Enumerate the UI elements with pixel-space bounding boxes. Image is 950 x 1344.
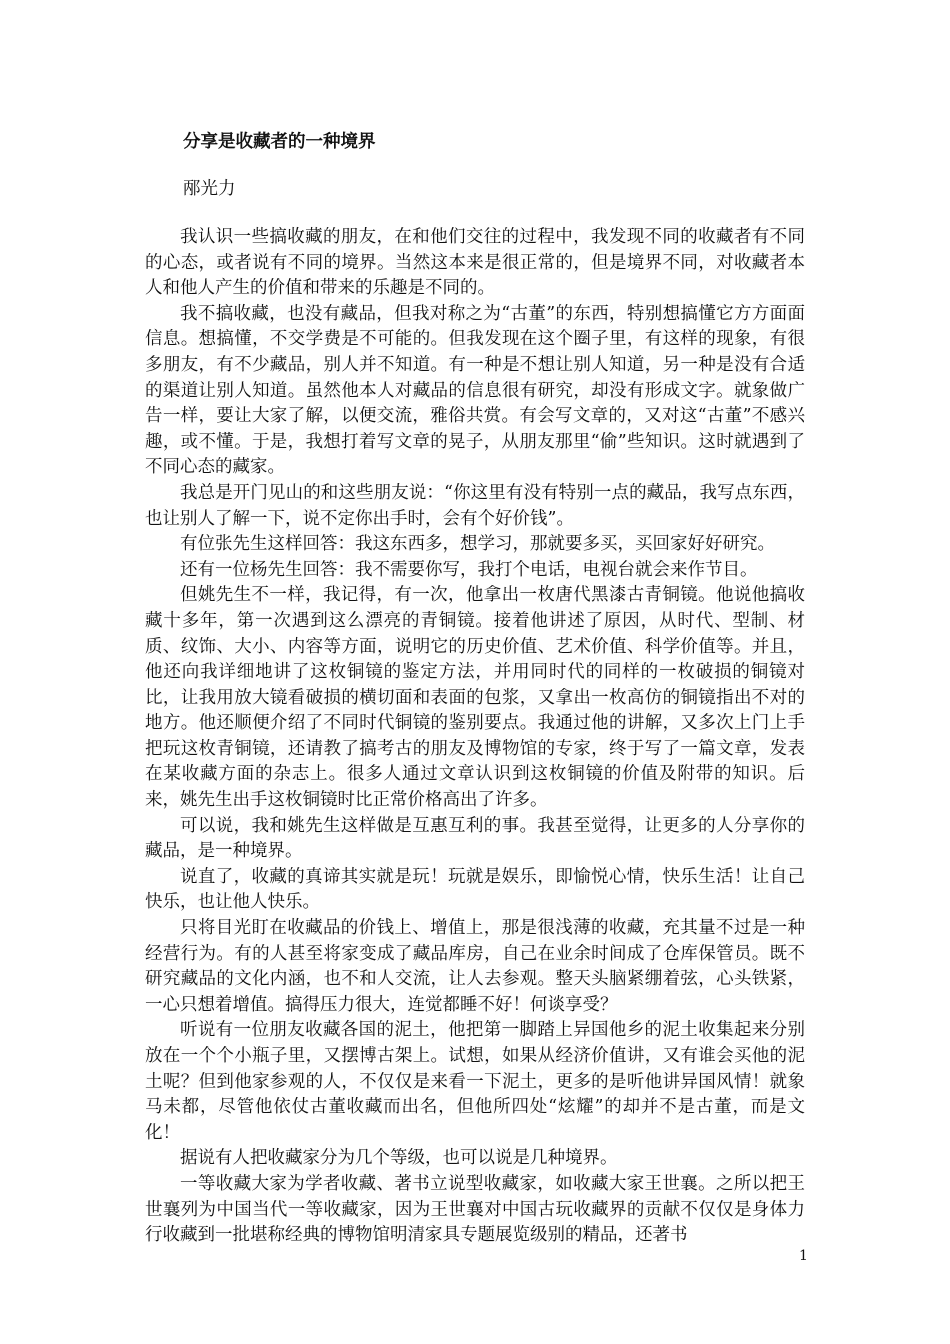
paragraph: 有位张先生这样回答：我这东西多，想学习，那就要多买，买回家好好研究。 (180, 534, 775, 555)
article-body (145, 225, 805, 1249)
paragraph: 可以说，我和姚先生这样做是互惠互利的事。我甚至觉得，让更多的人分享你的藏品，是一种境界。 (145, 815, 805, 862)
paragraph: 我总是开门见山的和这些朋友说：“你这里有没有特别一点的藏品，我写点东西，也让别人了解一下，说不定你出手时，会有个好价钱”。 (145, 482, 805, 529)
paragraph: 还有一位杨先生回答：我不需要你写，我打个电话，电视台就会来作节目。 (180, 559, 758, 580)
document-title: 分享是收藏者的一种境界 (183, 132, 376, 152)
paragraph: 说直了，收藏的真谛其实就是玩！玩就是娱乐，即愉悦心情，快乐生活！让自己快乐，也让他人快乐。 (145, 866, 805, 913)
paragraph: 一等收藏大家为学者收藏、著书立说型收藏家，如收藏大家王世襄。之所以把王世襄列为中国当代一等收藏家，因为王世襄对中国古玩收藏界的贡献不仅仅是身体力行收藏到一批堪称经典的博物馆明清家具专题展览级别的精品，还著书 (145, 1173, 805, 1246)
paragraph: 据说有人把收藏家分为几个等级，也可以说是几种境界。 (180, 1148, 618, 1169)
paragraph: 我认识一些搞收藏的朋友，在和他们交往的过程中，我发现不同的收藏者有不同的心态，或者说有不同的境界。当然这本来是很正常的，但是境界不同，对收藏者本人和他人产生的价值和带来的乐趣是不同的。 (145, 227, 805, 299)
paragraph: 听说有一位朋友收藏各国的泥土，他把第一脚踏上异国他乡的泥土收集起来分别放在一个个小瓶子里，又摆博古架上。试想，如果从经济价值讲，又有谁会买他的泥土呢？但到他家参观的人，不仅仅是来看一下泥土，更多的是听他讲异国风情！就象马未都，尽管他依仗古董收藏而出名，但他所四处“炫耀”的却并不是古董，而是文化！ (145, 1020, 805, 1143)
page-number: 1 (799, 1248, 808, 1264)
paragraph: 但姚先生不一样，我记得，有一次，他拿出一枚唐代黑漆古青铜镜。他说他搞收藏十多年，第一次遇到这么漂亮的青铜镜。接着他讲述了原因，从时代、型制、材质、纹饰、大小、内容等方面，说明它的历史价值、艺术价值、科学价值等。并且，他还向我详细地讲了这枚铜镜的鉴定方法，并用同时代的同样的一枚破损的铜镜对比，让我用放大镜看破损的横切面和表面的包浆，又拿出一枚高仿的铜镜指出不对的地方。他还顺便介绍了不同时代铜镜的鉴别要点。我通过他的讲解，又多次上门上手把玩这枚青铜镜，还请教了搞考古的朋友及博物馆的专家，终于写了一篇文章，发表在某收藏方面的杂志上。很多人通过文章认识到这枚铜镜的价值及附带的知识。后来，姚先生出手这枚铜镜时比正常价格高出了许多。 (145, 585, 805, 811)
paragraph: 我不搞收藏，也没有藏品，但我对称之为“古董”的东西，特别想搞懂它方方面面信息。想搞懂，不交学费是不可能的。但我发现在这个圈子里，有这样的现象，有很多朋友，有不少藏品，别人并不知道。有一种是不想让别人知道，另一种是没有合适的渠道让别人知道。虽然他本人对藏品的信息很有研究，却没有形成文字。就象做广告一样，要让大家了解，以便交流，雅俗共赏。有会写文章的，又对这“古董”不感兴趣，或不懂。于是，我想打着写文章的晃子，从朋友那里“偷”些知识。这时就遇到了不同心态的藏家。 (145, 303, 805, 478)
paragraph: 只将目光盯在收藏品的价钱上、增值上，那是很浅薄的收藏，充其量不过是一种经营行为。有的人甚至将家变成了藏品库房，自己在业余时间成了仓库保管员。既不研究藏品的文化内涵，也不和人交流，让人去参观。整天头脑紧绷着弦，心头铁紧，一心只想着增值。搞得压力很大，连觉都睡不好！何谈享受？ (145, 918, 805, 1015)
author-name: 邴光力 (183, 179, 236, 199)
